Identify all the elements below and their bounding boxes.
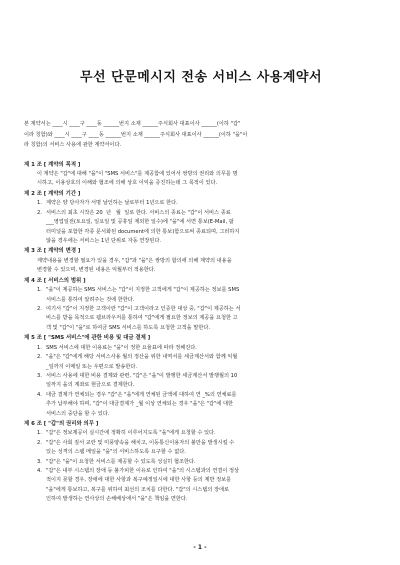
- item-text: "갑"은 내부 시스템의 장애 등 불가피한 이유로 인하여 "을"의 시스템과의 연결이 정상 적이지 못할 경우, 장애에 대한 사항과 복구예정일시에 대한 사항 등의 제반 정보를 "을"에게 통보하고, 복구를 위하여 최선의 조치를 다한다. "갑"의 시스템의 장애로 인하여 발생하는 연사상의 손해배상에서 "을"은 책임을 면한다.: [46, 468, 240, 503]
- item-text: "갑"은 정보제공이 실시간에 정확히 이루어지도록 "을"에게 요청할 수 있다.: [46, 430, 216, 437]
- item-text: 대금 결제가 연체되는 경우 "갑"은 "을"에게 연체된 금액에 대하여 연 _%의 연체료를 추가 납부해야 하며, "갑"이 대금결제가 _월 이상 연체되는 경우 "을"은 "갑"에 대한 서비스의 중단을 할 수 있다.: [46, 391, 237, 417]
- article-paragraph: 계약내용을 변경할 필요가 있을 경우, "갑"과 "을"은 쌍방의 합의에 의해 계약의 내용을 변경할 수 있으며, 변경된 내용은 익월부터 적용한다.: [37, 257, 232, 274]
- article-item: [37, 458, 378, 467]
- article-item: [37, 391, 378, 419]
- article-item: [37, 344, 378, 353]
- article-body: [24, 429, 378, 504]
- document-title: 무선 단문메시지 전송 서비스 사용계약서: [79, 70, 323, 85]
- item-text: 여기서 "갑"이 지정한 고객이란 "갑"이 고객이라고 인증한 대상 중, "갑"이 제공하는 서 비스를 받을 목적으로 웹브라우저를 통하여 "갑"에게 필요한 정보의 제공을 요청한 고 객 및 "갑"이 "을"로 하여금 SMS 서비스를 하도록 요청한 고객을 말한다.: [46, 305, 241, 331]
- page-number: - 1 -: [193, 544, 207, 551]
- item-number: 1.: [37, 430, 42, 437]
- item-text: "갑"은 사회 질서 교란 및 미풍양속을 해치고, 이동통신이용자의 불만을 발생시킬 수 있는 성격의 스팸 메일을 "을"의 서비스하도록 요구할 수 없다.: [46, 439, 235, 456]
- item-number: 2.: [37, 354, 42, 361]
- item-number: 1.: [37, 287, 42, 294]
- article-body: [24, 199, 378, 246]
- item-text: 서비스 사용에 대한 비용 결제와 관련, "갑"은 "을"이 발행한 세금계산서 발행월의 10 일까지 을의 계좌로 현금으로 결제한다.: [46, 372, 238, 389]
- article-heading: 제 1 조 [ 계약의 목적 ]: [24, 161, 81, 168]
- item-number: 4.: [37, 391, 42, 398]
- article-heading: 제 6 조 [ "갑"의 권리와 의무 ]: [24, 420, 99, 427]
- item-number: 3.: [37, 458, 42, 465]
- article-body: [24, 344, 378, 419]
- item-text: 서비스의 최초 시작은 20 년 월 일로 한다. 서비스의 종료는 "갑"이 서비스 종료 ___영업일전(토요일, 일요일 및 공휴일 제외한 일수)에 "을"에 서면 통보(E-Mail, 팜 터미널을 포함한 각종 문서화된 document에 의한 통보)함으로써 종료되며, 그러하지 않을 경우에는 서비스는 1년 단위로 자동 연장된다.: [46, 209, 240, 244]
- article-body: [24, 257, 378, 276]
- article-item: [37, 199, 378, 208]
- item-number: 2.: [37, 439, 42, 446]
- article-paragraph: 이 계약은 "갑"에 대해 "을"이 "SMS 서비스"를 제공함에 있어서 쌍방의 권리와 의무를 명 시하고, 이용상호의 이해와 협조에 의해 상호 이익을 증진하는데 그 목적이 있다.: [37, 171, 238, 187]
- article-item: [37, 467, 378, 505]
- article-item: [37, 353, 378, 372]
- article-item: [37, 209, 378, 247]
- article-heading: 제 5 조 [ "SMS 서비스"에 관한 비용 및 대금 결제 ]: [24, 335, 151, 342]
- article-body: [24, 286, 378, 333]
- item-text: SMS 서비스에 대한 이용료는 "을"이 정한 요율표에 따라 정해진다.: [46, 344, 197, 351]
- article-item: [37, 305, 378, 333]
- article-item: [37, 429, 378, 438]
- article-4: [24, 277, 378, 334]
- article-heading: 제 2 조 [ 계약의 기간 ]: [24, 190, 81, 197]
- item-number: 1.: [37, 344, 42, 351]
- item-text: 계약은 양 당사자가 서명 날인하는 날로부터 1년으로 한다.: [46, 200, 178, 207]
- item-number: 4.: [37, 468, 42, 475]
- article-item: [37, 286, 378, 305]
- intro-paragraph: 본 계약서는 ____시 ____구 ____동 ______번지 소재 ______주식회사 대표이사 ______(이하 "갑" 이라 칭함)와 ____시 ____구 ____동 ______번지 소재 ______주식회사 대표이사 ______(이하 "을"이 라 칭함)의 서비스 사용에 관한 계약서이다.: [24, 121, 248, 148]
- item-number: 3.: [37, 372, 42, 379]
- article-2: [24, 190, 378, 247]
- article-item: [37, 439, 378, 458]
- article-3: [24, 247, 378, 275]
- item-text: "갑"은 "을"이 요청한 서비스를 제공할 수 있도록 성실히 협조한다.: [46, 458, 196, 465]
- item-number: 1.: [37, 200, 42, 207]
- article-item: [37, 372, 378, 391]
- article-1: [24, 161, 378, 189]
- articles-container: [24, 161, 378, 505]
- item-number: 2.: [37, 305, 42, 312]
- item-text: "을"은 "갑"에게 해당 서비스사용 월의 정산을 위한 내역서를 세금계산서와 함께 익월 _일까지 이메일 또는 우편으로 발송한다.: [46, 354, 238, 370]
- article-6: [24, 420, 378, 505]
- item-number: 2.: [37, 209, 42, 216]
- item-text: "을"이 제공하는 SMS 서비스는 "갑"이 지정한 고객에게 "갑"이 제공하는 정보를 SMS 서비스를 통하여 알려주는 것에 한한다.: [46, 287, 240, 303]
- article-heading: 제 3 조 [ 계약의 변경 ]: [24, 248, 81, 255]
- article-5: [24, 334, 378, 419]
- article-heading: 제 4 조 [ 서비스의 범위 ]: [24, 277, 86, 284]
- article-body: [24, 170, 378, 189]
